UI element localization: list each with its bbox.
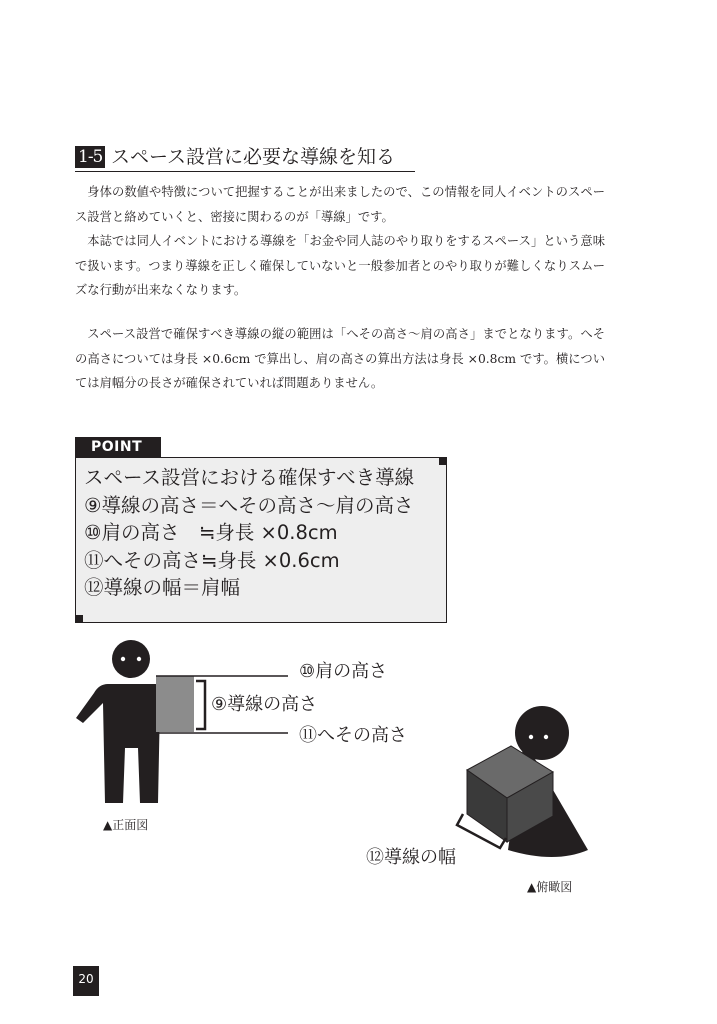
point-line: スペース設営における確保すべき導線 bbox=[84, 466, 415, 489]
body-text-2 bbox=[75, 322, 605, 396]
body-text-1 bbox=[75, 180, 605, 303]
aisle-region bbox=[156, 676, 194, 732]
paragraph: スペース設営で確保すべき導線の縦の範囲は「へその高さ～肩の高さ」までとなります。へその高さについては身長 ×0.6cm で算出し、肩の高さの算出方法は身長 ×0.8cm です。横については肩幅分の長さが確保されていれば問題ありません。 bbox=[75, 327, 605, 390]
corner-mark bbox=[439, 457, 447, 465]
point-line: ⑫導線の幅＝肩幅 bbox=[84, 576, 241, 599]
page-number: 20 bbox=[73, 966, 99, 996]
point-label: POINT bbox=[75, 437, 161, 457]
point-line: ⑨導線の高さ＝へその高さ～肩の高さ bbox=[84, 493, 414, 517]
section-heading bbox=[75, 143, 415, 172]
aisle-width-label: ⑫導線の幅 bbox=[366, 847, 456, 868]
aisle-height-label: ⑨導線の高さ bbox=[211, 694, 318, 715]
paragraph: 身体の数値や特徴について把握することが出来ましたので、この情報を同人イベントのスペース設営と絡めていくと、密接に関わるのが「導線」です。 bbox=[75, 185, 605, 224]
shoulder-height-label: ⑩肩の高さ bbox=[299, 661, 388, 682]
front-view-caption: ▲正面図 bbox=[103, 818, 149, 832]
point-line: ⑩肩の高さ ≒身長 ×0.8cm bbox=[84, 521, 338, 544]
navel-height-label: ⑪へその高さ bbox=[299, 725, 407, 746]
section-title: スペース設営に必要な導線を知る bbox=[111, 146, 396, 168]
point-list bbox=[84, 464, 414, 602]
section-number: 1-5 bbox=[75, 146, 105, 168]
paragraph: 本誌では同人イベントにおける導線を「お金や同人誌のやり取りをするスペース」という意味で扱います。つまり導線を正しく確保していないと一般参加者とのやり取りが難しくなりスムーズな行動が出来なくなります。 bbox=[75, 234, 605, 297]
height-bracket bbox=[196, 681, 205, 729]
point-line: ⑪へその高さ≒身長 ×0.6cm bbox=[84, 548, 340, 572]
top-view-caption: ▲俯瞰図 bbox=[527, 880, 573, 894]
corner-mark bbox=[75, 615, 83, 623]
